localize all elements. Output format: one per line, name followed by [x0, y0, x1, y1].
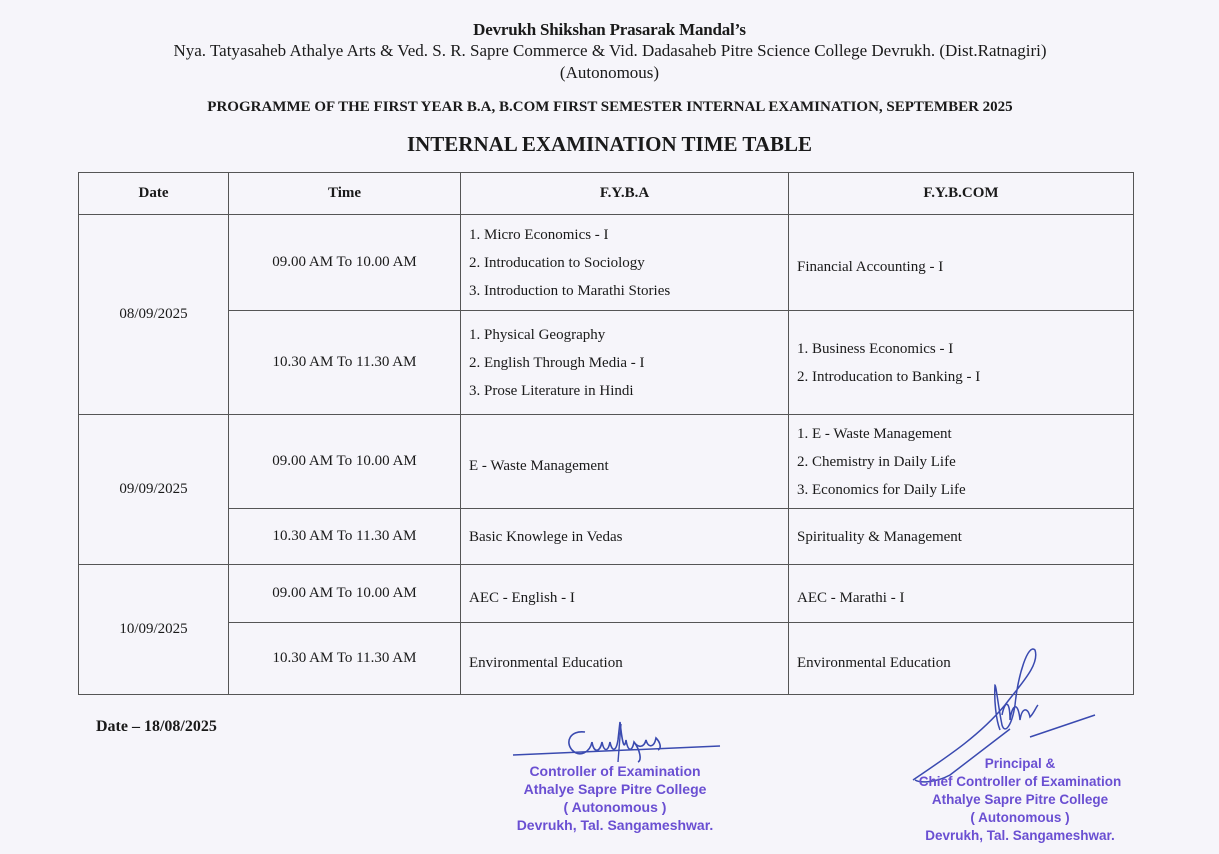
subject-item: Environmental Education [797, 654, 951, 671]
controller-signature [510, 712, 725, 762]
college-name: Nya. Tatyasaheb Athalye Arts & Ved. S. R. Sapre Commerce & Vid. Dadasaheb Pitre Science College Devrukh. (Dist.Ratnagiri) [173, 41, 1047, 60]
stamp-line: Chief Controller of Examination [918, 774, 1122, 789]
timetable-row [79, 565, 1134, 623]
col-header-fyba: F.Y.B.A [461, 173, 789, 215]
subject-item: E - Waste Management [469, 457, 609, 474]
stamp-line: Principal & [984, 756, 1056, 771]
col-header-fybcom: F.Y.B.COM [789, 173, 1134, 215]
fybcom-subjects [789, 215, 1134, 311]
subject-item: AEC - English - I [469, 589, 575, 606]
stamp-line: Athalye Sapre Pitre College [931, 792, 1109, 807]
exam-time: 10.30 AM To 11.30 AM [229, 623, 461, 695]
fybcom-subjects [789, 311, 1134, 415]
subject-item: 3. Prose Literature in Hindi [469, 382, 634, 399]
organization-name: Devrukh Shikshan Prasarak Mandal’s [473, 20, 746, 39]
subject-item: 2. English Through Media - I [469, 354, 645, 371]
fyba-subjects [461, 311, 789, 415]
stamp-line: Devrukh, Tal. Sangameshwar. [925, 828, 1115, 843]
exam-time: 10.30 AM To 11.30 AM [229, 509, 461, 565]
stamp-line: Athalye Sapre Pitre College [523, 781, 707, 797]
programme-heading: PROGRAMME OF THE FIRST YEAR B.A, B.COM FIRST SEMESTER INTERNAL EXAMINATION, SEPTEMBER 2025 [207, 99, 1013, 115]
timetable [78, 172, 1134, 695]
exam-time: 09.00 AM To 10.00 AM [229, 215, 461, 311]
exam-time: 10.30 AM To 11.30 AM [229, 311, 461, 415]
autonomous-status: (Autonomous) [559, 63, 660, 82]
subject-item: 2. Chemistry in Daily Life [797, 453, 956, 470]
stamp-line: Devrukh, Tal. Sangameshwar. [516, 817, 714, 833]
controller-stamp [510, 762, 720, 834]
subject-item: 2. Introducation to Sociology [469, 254, 645, 271]
subject-item: Environmental Education [469, 654, 623, 671]
subject-item: AEC - Marathi - I [797, 589, 905, 606]
subject-item: Basic Knowlege in Vedas [469, 528, 623, 545]
timetable-body [79, 215, 1134, 695]
subject-item: 2. Introducation to Banking - I [797, 368, 981, 385]
exam-time: 09.00 AM To 10.00 AM [229, 565, 461, 623]
fyba-subjects [461, 215, 789, 311]
fybcom-subjects [789, 565, 1134, 623]
subject-item: 1. E - Waste Management [797, 425, 952, 442]
fyba-subjects [461, 415, 789, 509]
exam-date: 10/09/2025 [79, 565, 229, 695]
col-header-date: Date [79, 173, 229, 215]
issue-date: Date – 18/08/2025 [96, 718, 217, 735]
timetable-row [79, 215, 1134, 311]
subject-item: 3. Introduction to Marathi Stories [469, 282, 671, 299]
fybcom-subjects [789, 415, 1134, 509]
subject-item: Spirituality & Management [797, 528, 962, 545]
stamp-line: ( Autonomous ) [970, 810, 1070, 825]
exam-date: 08/09/2025 [79, 215, 229, 415]
principal-stamp [905, 755, 1135, 845]
header-row [79, 173, 1134, 215]
fybcom-subjects [789, 509, 1134, 565]
exam-time: 09.00 AM To 10.00 AM [229, 415, 461, 509]
timetable-row [79, 415, 1134, 509]
fyba-subjects [461, 509, 789, 565]
subject-item: 1. Physical Geography [469, 326, 606, 343]
subject-item: 3. Economics for Daily Life [797, 481, 966, 498]
timetable-title: INTERNAL EXAMINATION TIME TABLE [406, 132, 813, 156]
stamp-line: Controller of Examination [529, 763, 701, 779]
fyba-subjects [461, 623, 789, 695]
col-header-time: Time [229, 173, 461, 215]
subject-item: 1. Business Economics - I [797, 340, 954, 357]
subject-item: 1. Micro Economics - I [469, 226, 609, 243]
timetable-row [79, 311, 1134, 415]
subject-item: Financial Accounting - I [797, 258, 944, 275]
timetable-row [79, 509, 1134, 565]
exam-date: 09/09/2025 [79, 415, 229, 565]
fyba-subjects [461, 565, 789, 623]
stamp-line: ( Autonomous ) [563, 799, 667, 815]
